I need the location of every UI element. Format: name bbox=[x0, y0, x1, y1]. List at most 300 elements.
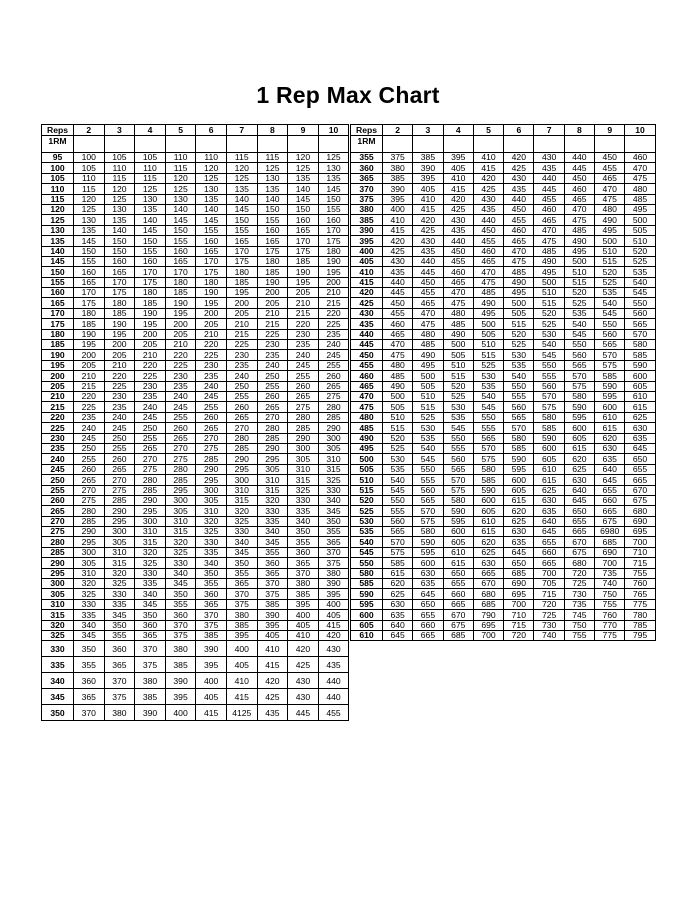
table-cell: 370 bbox=[318, 547, 349, 557]
empty-cell bbox=[625, 136, 655, 153]
table-cell: 165 bbox=[288, 225, 319, 235]
table-cell: 280 bbox=[318, 402, 349, 412]
table-cell: 190 bbox=[257, 277, 288, 287]
table-row bbox=[351, 412, 656, 422]
table-cell: 450 bbox=[443, 246, 473, 256]
one-rm-cell: 210 bbox=[42, 391, 74, 401]
table-row bbox=[42, 579, 349, 589]
table-cell: 255 bbox=[318, 360, 349, 370]
one-rm-cell: 455 bbox=[351, 360, 383, 370]
table-cell: 185 bbox=[257, 267, 288, 277]
table-cell: 360 bbox=[288, 547, 319, 557]
table-cell: 330 bbox=[74, 599, 105, 609]
table-cell: 440 bbox=[318, 673, 349, 689]
table-cell: 500 bbox=[564, 256, 594, 266]
reps-column-header: 6 bbox=[504, 125, 534, 136]
one-rm-cell: 505 bbox=[351, 464, 383, 474]
table-cell: 380 bbox=[165, 641, 196, 657]
table-cell: 300 bbox=[318, 433, 349, 443]
table-cell: 315 bbox=[135, 537, 166, 547]
table-cell: 145 bbox=[288, 194, 319, 204]
table-cell: 230 bbox=[165, 371, 196, 381]
table-cell: 455 bbox=[413, 288, 443, 298]
table-cell: 285 bbox=[226, 443, 257, 453]
table-cell: 125 bbox=[226, 173, 257, 183]
table-cell: 390 bbox=[257, 610, 288, 620]
reps-column-header: 2 bbox=[74, 125, 105, 136]
table-cell: 410 bbox=[443, 173, 473, 183]
table-cell: 180 bbox=[74, 308, 105, 318]
reps-header: Reps bbox=[351, 125, 383, 136]
table-cell: 610 bbox=[534, 464, 564, 474]
table-cell: 325 bbox=[74, 589, 105, 599]
empty-cell bbox=[473, 136, 503, 153]
table-cell: 495 bbox=[564, 246, 594, 256]
one-rm-cell: 375 bbox=[351, 194, 383, 204]
table-cell: 155 bbox=[196, 225, 227, 235]
table-cell: 565 bbox=[564, 360, 594, 370]
table-row bbox=[42, 589, 349, 599]
table-cell: 220 bbox=[288, 319, 319, 329]
table-cell: 690 bbox=[625, 516, 655, 526]
table-cell: 735 bbox=[564, 599, 594, 609]
table-cell: 575 bbox=[443, 485, 473, 495]
table-cell: 195 bbox=[226, 288, 257, 298]
table-cell: 280 bbox=[135, 475, 166, 485]
table-cell: 325 bbox=[288, 485, 319, 495]
header-row bbox=[351, 125, 656, 136]
table-row bbox=[351, 547, 656, 557]
table-cell: 700 bbox=[595, 558, 625, 568]
table-cell: 375 bbox=[318, 558, 349, 568]
table-row bbox=[351, 340, 656, 350]
table-row bbox=[351, 308, 656, 318]
table-cell: 445 bbox=[288, 705, 319, 721]
table-cell: 605 bbox=[534, 454, 564, 464]
table-cell: 540 bbox=[504, 371, 534, 381]
table-row bbox=[42, 215, 349, 225]
table-cell: 525 bbox=[564, 298, 594, 308]
table-cell: 460 bbox=[564, 184, 594, 194]
table-cell: 110 bbox=[165, 153, 196, 163]
table-cell: 430 bbox=[288, 689, 319, 705]
table-row bbox=[351, 236, 656, 246]
table-row bbox=[351, 225, 656, 235]
one-rm-header: 1RM bbox=[351, 136, 383, 153]
table-cell: 475 bbox=[534, 236, 564, 246]
table-row bbox=[42, 516, 349, 526]
table-cell: 165 bbox=[257, 236, 288, 246]
one-rm-cell: 350 bbox=[42, 705, 74, 721]
table-cell: 215 bbox=[257, 319, 288, 329]
table-cell: 795 bbox=[625, 630, 655, 640]
table-cell: 115 bbox=[257, 153, 288, 163]
table-cell: 450 bbox=[473, 225, 503, 235]
table-row bbox=[351, 568, 656, 578]
table-cell: 465 bbox=[413, 298, 443, 308]
one-rm-cell: 220 bbox=[42, 412, 74, 422]
table-cell: 310 bbox=[74, 568, 105, 578]
empty-cell bbox=[104, 136, 135, 153]
table-cell: 290 bbox=[196, 464, 227, 474]
table-cell: 565 bbox=[595, 340, 625, 350]
table-cell: 665 bbox=[595, 506, 625, 516]
table-cell: 210 bbox=[226, 319, 257, 329]
one-rm-cell: 260 bbox=[42, 495, 74, 505]
reps-column-header: 4 bbox=[443, 125, 473, 136]
empty-cell bbox=[165, 136, 196, 153]
one-rm-cell: 130 bbox=[42, 225, 74, 235]
table-cell: 635 bbox=[383, 610, 413, 620]
table-cell: 300 bbox=[135, 516, 166, 526]
table-cell: 480 bbox=[383, 360, 413, 370]
table-row bbox=[42, 558, 349, 568]
table-cell: 185 bbox=[104, 308, 135, 318]
table-row bbox=[351, 558, 656, 568]
table-cell: 115 bbox=[165, 163, 196, 173]
table-cell: 110 bbox=[196, 153, 227, 163]
table-cell: 120 bbox=[226, 163, 257, 173]
table-cell: 105 bbox=[74, 163, 105, 173]
reps-column-header: 7 bbox=[226, 125, 257, 136]
table-cell: 655 bbox=[595, 485, 625, 495]
table-cell: 430 bbox=[318, 641, 349, 657]
table-cell: 535 bbox=[413, 433, 443, 443]
table-row bbox=[42, 256, 349, 266]
table-row bbox=[351, 256, 656, 266]
table-cell: 195 bbox=[288, 277, 319, 287]
one-rm-cell: 240 bbox=[42, 454, 74, 464]
table-cell: 250 bbox=[135, 423, 166, 433]
table-cell: 505 bbox=[413, 381, 443, 391]
table-cell: 475 bbox=[564, 215, 594, 225]
table-cell: 320 bbox=[226, 506, 257, 516]
table-cell: 590 bbox=[534, 433, 564, 443]
table-cell: 260 bbox=[74, 464, 105, 474]
table-cell: 180 bbox=[104, 298, 135, 308]
table-cell: 325 bbox=[165, 547, 196, 557]
table-cell: 525 bbox=[413, 412, 443, 422]
table-cell: 175 bbox=[196, 267, 227, 277]
table-cell: 410 bbox=[473, 153, 503, 163]
table-cell: 570 bbox=[504, 423, 534, 433]
table-row bbox=[42, 194, 349, 204]
table-cell: 755 bbox=[595, 599, 625, 609]
table-cell: 605 bbox=[473, 506, 503, 516]
table-cell: 325 bbox=[318, 475, 349, 485]
table-cell: 275 bbox=[318, 391, 349, 401]
table-cell: 395 bbox=[257, 620, 288, 630]
table-cell: 675 bbox=[564, 547, 594, 557]
table-cell: 500 bbox=[595, 236, 625, 246]
table-cell: 150 bbox=[226, 215, 257, 225]
table-cell: 675 bbox=[595, 516, 625, 526]
table-cell: 495 bbox=[625, 204, 655, 214]
table-cell: 105 bbox=[104, 153, 135, 163]
table-cell: 190 bbox=[196, 288, 227, 298]
table-cell: 135 bbox=[135, 204, 166, 214]
table-cell: 635 bbox=[625, 433, 655, 443]
table-cell: 440 bbox=[473, 215, 503, 225]
one-rm-cell: 380 bbox=[351, 204, 383, 214]
table-cell: 570 bbox=[625, 329, 655, 339]
table-cell: 130 bbox=[135, 194, 166, 204]
empty-cell bbox=[226, 136, 257, 153]
table-cell: 630 bbox=[383, 599, 413, 609]
table-cell: 350 bbox=[226, 558, 257, 568]
table-cell: 375 bbox=[226, 599, 257, 609]
table-cell: 500 bbox=[383, 391, 413, 401]
table-cell: 625 bbox=[473, 547, 503, 557]
table-cell: 695 bbox=[473, 620, 503, 630]
table-row bbox=[351, 350, 656, 360]
table-cell: 615 bbox=[625, 402, 655, 412]
table-cell: 425 bbox=[257, 689, 288, 705]
table-cell: 450 bbox=[383, 298, 413, 308]
table-cell: 305 bbox=[257, 464, 288, 474]
table-cell: 385 bbox=[288, 589, 319, 599]
table-row bbox=[42, 163, 349, 173]
one-rm-cell: 465 bbox=[351, 381, 383, 391]
table-cell: 185 bbox=[226, 277, 257, 287]
table-cell: 240 bbox=[104, 412, 135, 422]
table-cell: 220 bbox=[135, 360, 166, 370]
table-cell: 240 bbox=[288, 350, 319, 360]
table-row bbox=[42, 610, 349, 620]
table-cell: 730 bbox=[534, 620, 564, 630]
table-cell: 515 bbox=[383, 423, 413, 433]
empty-cell bbox=[196, 136, 227, 153]
table-cell: 510 bbox=[413, 391, 443, 401]
table-cell: 265 bbox=[165, 433, 196, 443]
table-cell: 670 bbox=[473, 579, 503, 589]
table-cell: 165 bbox=[196, 246, 227, 256]
table-cell: 235 bbox=[104, 402, 135, 412]
table-row bbox=[42, 568, 349, 578]
table-cell: 515 bbox=[595, 256, 625, 266]
table-cell: 475 bbox=[595, 194, 625, 204]
table-cell: 125 bbox=[165, 184, 196, 194]
table-cell: 445 bbox=[383, 288, 413, 298]
table-cell: 215 bbox=[288, 308, 319, 318]
table-cell: 630 bbox=[413, 568, 443, 578]
table-cell: 470 bbox=[443, 288, 473, 298]
table-cell: 475 bbox=[413, 319, 443, 329]
table-cell: 425 bbox=[504, 163, 534, 173]
table-cell: 655 bbox=[564, 516, 594, 526]
table-cell: 590 bbox=[564, 402, 594, 412]
table-cell: 595 bbox=[443, 516, 473, 526]
table-cell: 490 bbox=[383, 381, 413, 391]
table-cell: 570 bbox=[443, 475, 473, 485]
table-row bbox=[351, 329, 656, 339]
table-cell: 360 bbox=[135, 620, 166, 630]
table-cell: 665 bbox=[625, 475, 655, 485]
one-rm-cell: 530 bbox=[351, 516, 383, 526]
table-row bbox=[42, 319, 349, 329]
table-cell: 520 bbox=[383, 433, 413, 443]
table-cell: 245 bbox=[165, 402, 196, 412]
table-cell: 495 bbox=[473, 308, 503, 318]
table-cell: 305 bbox=[288, 454, 319, 464]
empty-cell bbox=[318, 136, 349, 153]
table-cell: 475 bbox=[443, 298, 473, 308]
table-cell: 400 bbox=[196, 673, 227, 689]
table-cell: 375 bbox=[383, 153, 413, 163]
table-cell: 120 bbox=[74, 194, 105, 204]
table-cell: 395 bbox=[165, 689, 196, 705]
table-cell: 520 bbox=[534, 308, 564, 318]
one-rm-cell: 545 bbox=[351, 547, 383, 557]
table-cell: 750 bbox=[564, 620, 594, 630]
table-cell: 120 bbox=[288, 153, 319, 163]
table-cell: 600 bbox=[473, 495, 503, 505]
table-cell: 160 bbox=[318, 215, 349, 225]
table-row bbox=[42, 298, 349, 308]
table-cell: 420 bbox=[443, 194, 473, 204]
table-cell: 625 bbox=[383, 589, 413, 599]
table-cell: 475 bbox=[383, 350, 413, 360]
table-row bbox=[42, 689, 349, 705]
table-cell: 430 bbox=[473, 194, 503, 204]
table-cell: 450 bbox=[504, 204, 534, 214]
table-cell: 380 bbox=[383, 163, 413, 173]
table-cell: 120 bbox=[104, 184, 135, 194]
table-cell: 595 bbox=[504, 464, 534, 474]
table-cell: 290 bbox=[135, 495, 166, 505]
table-cell: 340 bbox=[135, 589, 166, 599]
empty-cell bbox=[74, 136, 105, 153]
table-cell: 260 bbox=[318, 371, 349, 381]
table-cell: 650 bbox=[625, 454, 655, 464]
table-cell: 660 bbox=[534, 547, 564, 557]
one-rm-cell: 175 bbox=[42, 319, 74, 329]
table-cell: 565 bbox=[625, 319, 655, 329]
table-cell: 560 bbox=[504, 402, 534, 412]
table-cell: 410 bbox=[413, 194, 443, 204]
table-row bbox=[351, 423, 656, 433]
table-cell: 575 bbox=[595, 360, 625, 370]
table-cell: 655 bbox=[625, 464, 655, 474]
table-cell: 180 bbox=[135, 288, 166, 298]
one-rm-cell: 585 bbox=[351, 579, 383, 589]
table-cell: 390 bbox=[383, 184, 413, 194]
table-cell: 350 bbox=[196, 568, 227, 578]
table-row bbox=[351, 454, 656, 464]
table-row bbox=[42, 537, 349, 547]
table-cell: 560 bbox=[383, 516, 413, 526]
table-row bbox=[42, 454, 349, 464]
table-cell: 415 bbox=[443, 184, 473, 194]
table-cell: 115 bbox=[226, 153, 257, 163]
table-row bbox=[42, 153, 349, 163]
table-cell: 315 bbox=[226, 495, 257, 505]
table-cell: 330 bbox=[104, 589, 135, 599]
table-cell: 620 bbox=[595, 433, 625, 443]
table-row bbox=[351, 194, 656, 204]
table-cell: 335 bbox=[196, 547, 227, 557]
table-cell: 375 bbox=[104, 689, 135, 705]
table-cell: 345 bbox=[318, 506, 349, 516]
table-cell: 200 bbox=[135, 329, 166, 339]
table-cell: 640 bbox=[534, 516, 564, 526]
table-cell: 645 bbox=[534, 527, 564, 537]
table-cell: 675 bbox=[443, 620, 473, 630]
table-cell: 185 bbox=[74, 319, 105, 329]
table-cell: 200 bbox=[165, 319, 196, 329]
table-cell: 505 bbox=[383, 402, 413, 412]
table-cell: 500 bbox=[504, 298, 534, 308]
table-cell: 380 bbox=[135, 673, 166, 689]
one-rm-cell: 95 bbox=[42, 153, 74, 163]
table-cell: 375 bbox=[135, 657, 166, 673]
table-cell: 560 bbox=[595, 329, 625, 339]
table-cell: 155 bbox=[135, 246, 166, 256]
table-cell: 495 bbox=[534, 267, 564, 277]
table-cell: 315 bbox=[288, 475, 319, 485]
table-cell: 425 bbox=[443, 204, 473, 214]
table-row bbox=[42, 423, 349, 433]
table-cell: 485 bbox=[534, 246, 564, 256]
table-cell: 460 bbox=[534, 204, 564, 214]
table-cell: 140 bbox=[104, 225, 135, 235]
table-cell: 310 bbox=[196, 506, 227, 516]
table-cell: 240 bbox=[318, 340, 349, 350]
table-cell: 295 bbox=[74, 537, 105, 547]
table-cell: 210 bbox=[165, 340, 196, 350]
table-cell: 205 bbox=[288, 288, 319, 298]
table-cell: 440 bbox=[383, 277, 413, 287]
table-cell: 335 bbox=[135, 579, 166, 589]
table-cell: 395 bbox=[383, 194, 413, 204]
table-cell: 670 bbox=[443, 610, 473, 620]
table-cell: 570 bbox=[383, 537, 413, 547]
table-cell: 575 bbox=[534, 402, 564, 412]
table-cell: 175 bbox=[226, 256, 257, 266]
table-cell: 790 bbox=[473, 610, 503, 620]
table-cell: 205 bbox=[196, 319, 227, 329]
table-cell: 345 bbox=[104, 610, 135, 620]
table-cell: 385 bbox=[383, 173, 413, 183]
table-cell: 230 bbox=[196, 360, 227, 370]
table-cell: 130 bbox=[196, 184, 227, 194]
table-cell: 125 bbox=[196, 173, 227, 183]
one-rm-cell: 185 bbox=[42, 340, 74, 350]
table-cell: 650 bbox=[504, 558, 534, 568]
table-row bbox=[351, 381, 656, 391]
table-cell: 335 bbox=[288, 506, 319, 516]
one-rm-cell: 520 bbox=[351, 495, 383, 505]
table-cell: 490 bbox=[595, 215, 625, 225]
table-cell: 695 bbox=[504, 589, 534, 599]
one-rm-cell: 285 bbox=[42, 547, 74, 557]
table-cell: 210 bbox=[288, 298, 319, 308]
table-row bbox=[42, 402, 349, 412]
table-cell: 395 bbox=[318, 589, 349, 599]
one-rm-cell: 100 bbox=[42, 163, 74, 173]
table-cell: 635 bbox=[534, 506, 564, 516]
table-cell: 225 bbox=[257, 329, 288, 339]
one-rm-cell: 120 bbox=[42, 204, 74, 214]
table-row bbox=[351, 153, 656, 163]
reps-column-header: 2 bbox=[383, 125, 413, 136]
table-cell: 400 bbox=[383, 204, 413, 214]
table-cell: 155 bbox=[226, 225, 257, 235]
table-cell: 250 bbox=[74, 443, 105, 453]
table-cell: 240 bbox=[257, 360, 288, 370]
table-cell: 280 bbox=[74, 506, 105, 516]
table-cell: 765 bbox=[625, 589, 655, 599]
